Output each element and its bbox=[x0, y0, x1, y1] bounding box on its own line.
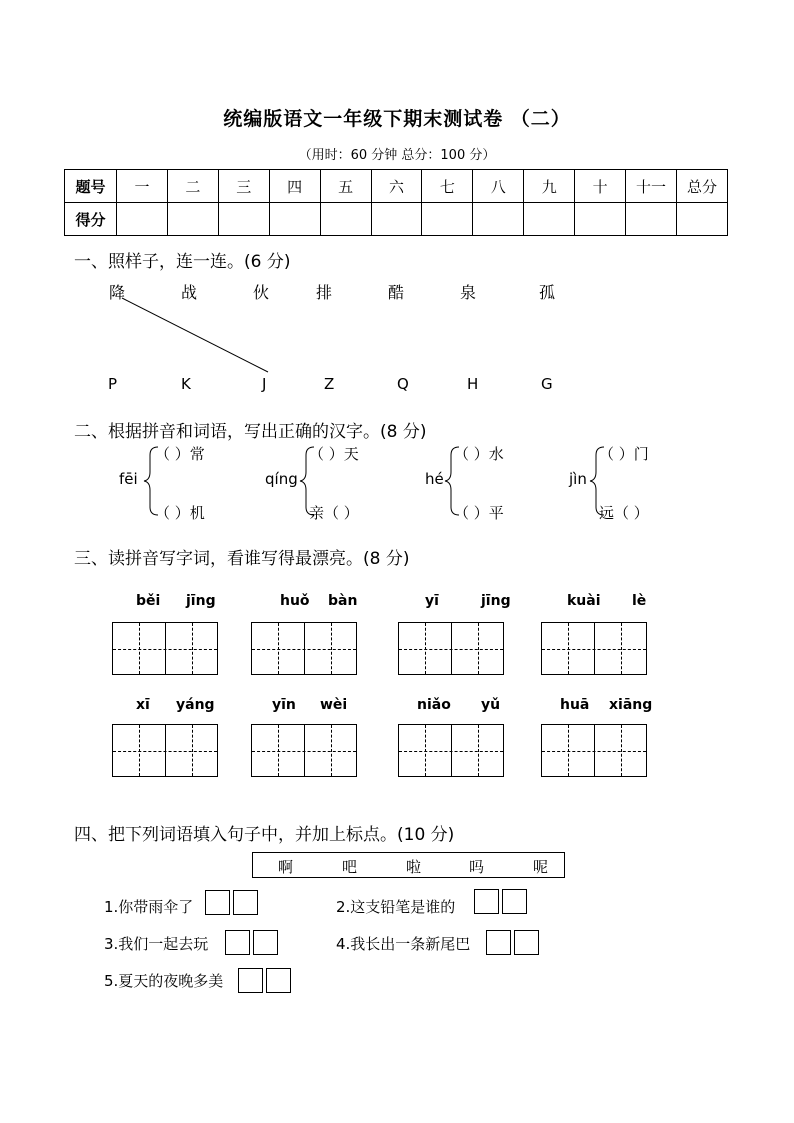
pinyin-label: jìn bbox=[569, 470, 587, 488]
answer-box[interactable] bbox=[225, 930, 250, 955]
match-letter[interactable]: H bbox=[467, 375, 479, 393]
pinyin-syllable: xī bbox=[136, 697, 150, 713]
match-char[interactable]: 战 bbox=[181, 283, 198, 302]
fill-in-blank[interactable]: （ ）平 bbox=[454, 504, 504, 522]
fill-in-blank[interactable]: （ ）常 bbox=[155, 445, 205, 463]
score-header-cell: 二 bbox=[167, 170, 218, 203]
answer-box[interactable] bbox=[205, 890, 230, 915]
pinyin-syllable: yáng bbox=[176, 697, 215, 713]
pinyin-syllable: wèi bbox=[320, 697, 348, 713]
match-letter[interactable]: P bbox=[108, 375, 118, 393]
fill-in-blank[interactable]: （ ）天 bbox=[309, 445, 359, 463]
score-header-cell: 题号 bbox=[65, 170, 117, 203]
fill-in-blank[interactable]: （ ）水 bbox=[454, 445, 504, 463]
match-char[interactable]: 伙 bbox=[253, 283, 270, 302]
sentence-item: 2.这支铅笔是谁的 bbox=[336, 898, 456, 916]
score-header-cell: 七 bbox=[422, 170, 473, 203]
sentence-item: 1.你带雨伞了 bbox=[104, 898, 194, 916]
score-header-cell: 九 bbox=[524, 170, 575, 203]
writing-grid[interactable] bbox=[112, 622, 218, 675]
word-bank-box bbox=[252, 852, 565, 878]
writing-grid[interactable] bbox=[398, 622, 504, 675]
match-letter[interactable]: Q bbox=[397, 375, 409, 393]
score-header-cell: 三 bbox=[218, 170, 269, 203]
score-header-cell: 五 bbox=[320, 170, 371, 203]
word-bank-item: 呢 bbox=[533, 858, 549, 876]
score-header-cell: 四 bbox=[269, 170, 320, 203]
score-row-label: 得分 bbox=[65, 203, 117, 236]
match-char[interactable]: 排 bbox=[316, 283, 333, 302]
score-header-cell: 六 bbox=[371, 170, 422, 203]
fill-in-blank[interactable]: （ ）机 bbox=[155, 504, 205, 522]
answer-box[interactable] bbox=[253, 930, 278, 955]
pinyin-syllable: bàn bbox=[328, 593, 358, 609]
answer-box[interactable] bbox=[486, 930, 511, 955]
pinyin-syllable: niǎo bbox=[417, 697, 451, 713]
fill-in-blank[interactable]: （ ）门 bbox=[599, 445, 649, 463]
pinyin-syllable: jīng bbox=[186, 593, 216, 609]
section-4-heading: 四、把下列词语填入句子中，并加上标点。(10 分) bbox=[74, 825, 455, 845]
pinyin-label: qíng bbox=[265, 470, 298, 488]
match-letter[interactable]: Z bbox=[324, 375, 335, 393]
pinyin-syllable: yǔ bbox=[481, 697, 501, 713]
word-bank-item: 吗 bbox=[469, 858, 485, 876]
match-char[interactable]: 酷 bbox=[388, 283, 405, 302]
match-letter[interactable]: J bbox=[262, 375, 267, 393]
pinyin-syllable: yī bbox=[425, 593, 439, 609]
writing-grid[interactable] bbox=[541, 724, 647, 777]
score-header-cell: 十一 bbox=[626, 170, 677, 203]
sentence-item: 5.夏天的夜晚多美 bbox=[104, 972, 224, 990]
word-bank-item: 啊 bbox=[278, 858, 294, 876]
score-header-cell: 一 bbox=[117, 170, 168, 203]
match-letter[interactable]: K bbox=[181, 375, 191, 393]
writing-grid[interactable] bbox=[112, 724, 218, 777]
section-3-heading: 三、读拼音写字词，看谁写得最漂亮。(8 分) bbox=[74, 549, 410, 569]
pinyin-syllable: kuài bbox=[567, 593, 601, 609]
pinyin-syllable: jīng bbox=[481, 593, 511, 609]
pinyin-syllable: lè bbox=[632, 593, 647, 609]
match-char[interactable]: 孤 bbox=[539, 283, 556, 302]
sentence-item: 3.我们一起去玩 bbox=[104, 935, 209, 953]
match-char[interactable]: 降 bbox=[109, 283, 126, 302]
sentence-item: 4.我长出一条新尾巴 bbox=[336, 935, 471, 953]
page-subtitle: （用时：60 分钟 总分：100 分） bbox=[298, 148, 496, 163]
pinyin-label: hé bbox=[425, 470, 444, 488]
section-1-heading: 一、照样子，连一连。(6 分) bbox=[74, 252, 291, 272]
section-2-heading: 二、根据拼音和词语，写出正确的汉字。(8 分) bbox=[74, 422, 427, 442]
answer-box[interactable] bbox=[238, 968, 263, 993]
page-title: 统编版语文一年级下期末测试卷 （二） bbox=[223, 108, 571, 130]
score-header-cell: 十 bbox=[575, 170, 626, 203]
fill-in-blank[interactable]: 亲（ ） bbox=[309, 504, 359, 522]
pinyin-syllable: yīn bbox=[272, 697, 296, 713]
pinyin-label: fēi bbox=[119, 470, 138, 488]
answer-box[interactable] bbox=[502, 889, 527, 914]
word-bank-item: 吧 bbox=[342, 858, 358, 876]
match-char[interactable]: 泉 bbox=[460, 283, 477, 302]
writing-grid[interactable] bbox=[251, 724, 357, 777]
pinyin-syllable: xiāng bbox=[609, 697, 653, 713]
fill-in-blank[interactable]: 远（ ） bbox=[599, 504, 649, 522]
answer-box[interactable] bbox=[514, 930, 539, 955]
answer-box[interactable] bbox=[474, 889, 499, 914]
score-header-cell: 总分 bbox=[676, 170, 727, 203]
pinyin-syllable: huǒ bbox=[280, 593, 310, 609]
writing-grid[interactable] bbox=[251, 622, 357, 675]
word-bank-item: 啦 bbox=[406, 858, 422, 876]
answer-box[interactable] bbox=[233, 890, 258, 915]
match-letter[interactable]: G bbox=[541, 375, 553, 393]
answer-box[interactable] bbox=[266, 968, 291, 993]
writing-grid[interactable] bbox=[541, 622, 647, 675]
score-header-cell: 八 bbox=[473, 170, 524, 203]
pinyin-syllable: huā bbox=[560, 697, 590, 713]
writing-grid[interactable] bbox=[398, 724, 504, 777]
pinyin-syllable: běi bbox=[136, 593, 161, 609]
